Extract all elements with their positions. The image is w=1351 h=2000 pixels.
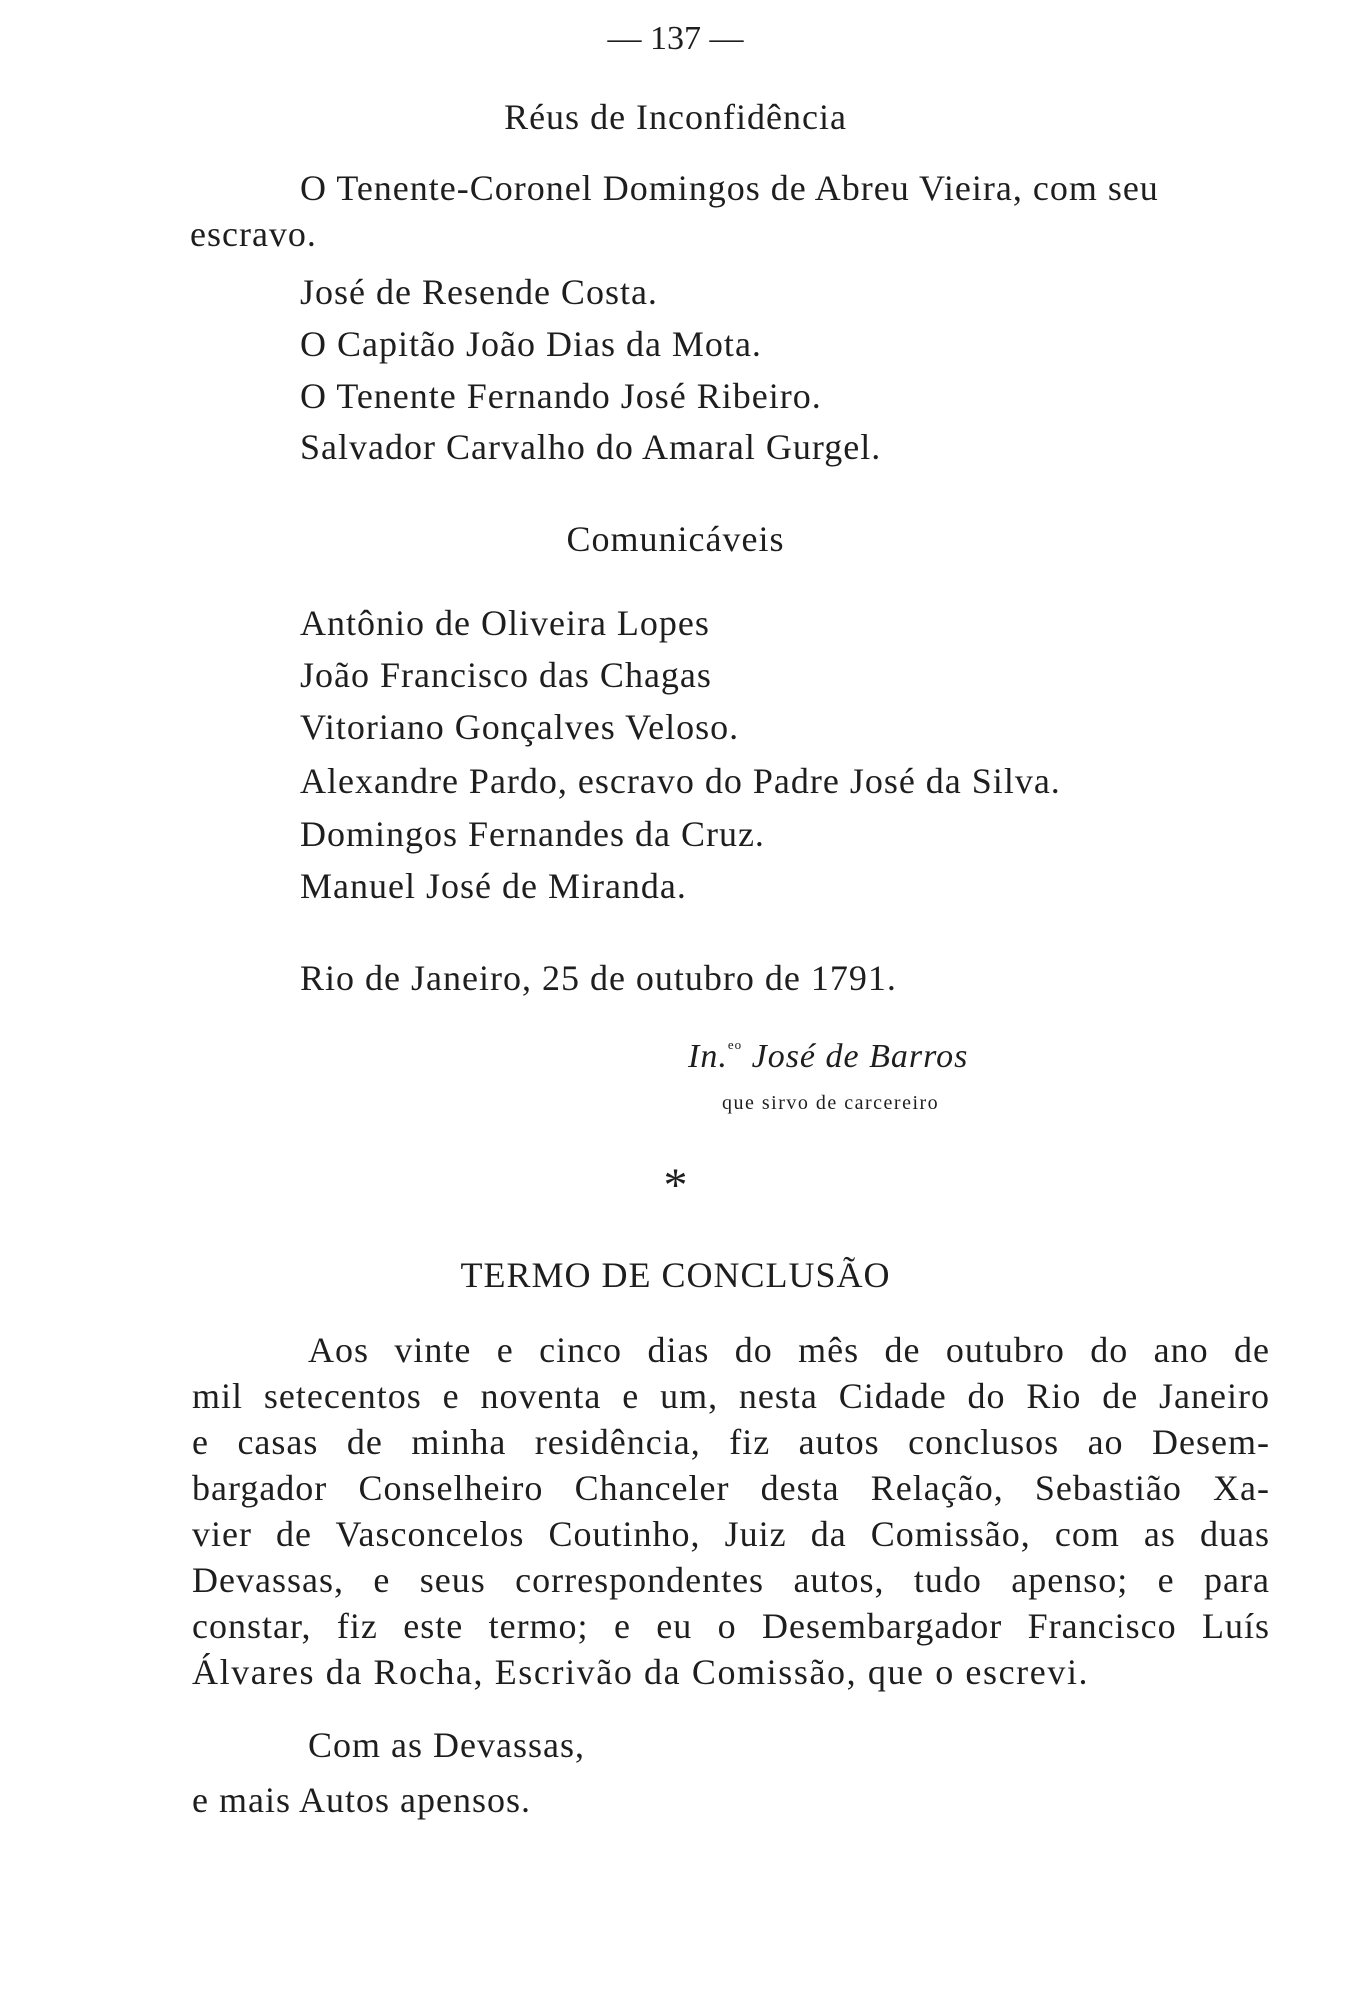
comunicaveis-line-1: Antônio de Oliveira Lopes xyxy=(300,603,710,643)
section-separator: * xyxy=(663,1159,688,1212)
comunicaveis-line-3: Vitoriano Gonçalves Veloso. xyxy=(300,707,740,747)
section-title-comunicaveis: Comunicáveis xyxy=(566,519,785,559)
section-title-reus: Réus de Inconfidência xyxy=(504,97,847,137)
comunicaveis-line-5: Domingos Fernandes da Cruz. xyxy=(300,814,765,854)
termo-title: TERMO DE CONCLUSÃO xyxy=(460,1255,891,1295)
termo-line-7: constar, fiz este termo; e eu o Desembargador Francisco Luís xyxy=(192,1606,1270,1646)
closing-line-1: Com as Devassas, xyxy=(308,1725,585,1765)
reus-line-1: O Tenente-Coronel Domingos de Abreu Vieira, com seu xyxy=(300,168,1159,208)
reus-line-2: escravo. xyxy=(190,214,317,254)
termo-line-4: bargador Conselheiro Chanceler desta Relação, Sebastião Xa- xyxy=(192,1468,1270,1508)
comunicaveis-line-4: Alexandre Pardo, escravo do Padre José da Silva. xyxy=(300,761,1061,801)
reus-line-6: Salvador Carvalho do Amaral Gurgel. xyxy=(300,427,882,467)
termo-line-8: Álvares da Rocha, Escrivão da Comissão, que o escrevi. xyxy=(192,1652,1090,1692)
signature-superscript: eo xyxy=(727,1037,743,1052)
reus-line-4: O Capitão João Dias da Mota. xyxy=(300,324,762,364)
comunicaveis-line-2: João Francisco das Chagas xyxy=(300,655,712,695)
signature-role: que sirvo de carcereiro xyxy=(722,1092,940,1114)
signature-surname: José de Barros xyxy=(742,1038,969,1075)
reus-line-3: José de Resende Costa. xyxy=(300,272,658,312)
date-line: Rio de Janeiro, 25 de outubro de 1791. xyxy=(300,958,897,998)
comunicaveis-line-6: Manuel José de Miranda. xyxy=(300,866,687,906)
signature-abbrev: In. xyxy=(688,1038,728,1075)
termo-line-3: e casas de minha residência, fiz autos conclusos ao Desem- xyxy=(192,1422,1270,1462)
termo-line-6: Devassas, e seus correspondentes autos, tudo apenso; e para xyxy=(192,1560,1270,1600)
closing-line-2: e mais Autos apensos. xyxy=(192,1780,531,1820)
page-number: — 137 — xyxy=(607,20,744,57)
termo-line-1: Aos vinte e cinco dias do mês de outubro do ano de xyxy=(308,1330,1270,1370)
termo-line-2: mil setecentos e noventa e um, nesta Cidade do Rio de Janeiro xyxy=(192,1376,1270,1416)
reus-line-5: O Tenente Fernando José Ribeiro. xyxy=(300,376,822,416)
signature-name xyxy=(688,1037,968,1076)
termo-line-5: vier de Vasconcelos Coutinho, Juiz da Comissão, com as duas xyxy=(192,1514,1270,1554)
